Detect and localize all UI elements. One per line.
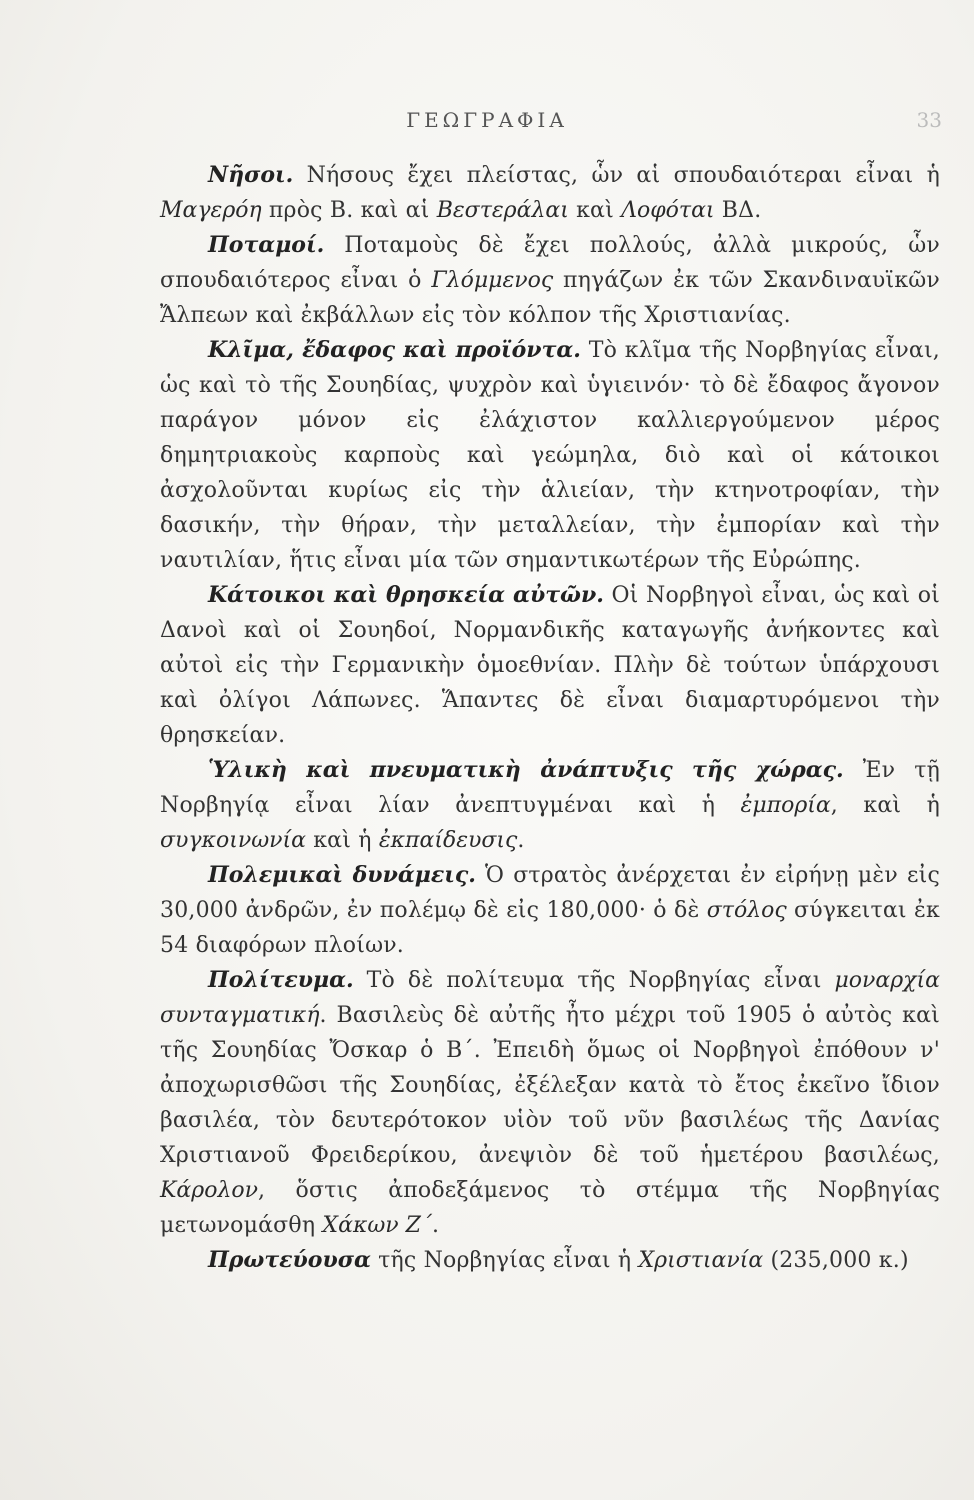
place-name: Χριστιανία	[638, 1248, 764, 1273]
paragraph-islands	[160, 158, 940, 228]
paragraph-text: πρὸς Β. καὶ αἱ	[261, 198, 437, 223]
paragraph-heading: Πολίτευμα.	[208, 967, 354, 993]
place-name: Λοφόται	[621, 198, 715, 223]
body-text	[160, 158, 940, 1278]
paragraph-text: , καὶ ἡ	[830, 793, 940, 818]
paragraph-text: Νήσους ἔχει πλείστας, ὧν αἱ σπουδαιότεραι εἶναι ἡ	[293, 163, 940, 188]
paragraph-military	[160, 858, 940, 963]
emphasis-term: μοναρχία συνταγματική	[160, 968, 940, 1028]
paragraph-text: , ὅστις ἀποδεξάμενος τὸ στέμμα τῆς Νορβηγίας μετωνομάσθη	[160, 1178, 940, 1238]
place-name: Βεστεράλαι	[436, 198, 569, 223]
paragraph-climate	[160, 333, 940, 578]
paragraph-text: Τὸ κλῖμα τῆς Νορβηγίας εἶναι, ὡς καὶ τὸ τῆς Σουηδίας, ψυχρὸν καὶ ὑγιεινόν· τὸ δὲ ἔδαφος ἄγονον παράγον μόνον εἰς ἐλάχιστον καλλιεργούμενον μέρος δημητριακοὺς καρποὺς καὶ γεώμηλα, διὸ καὶ οἱ κάτοικοι ἀσχολοῦνται κυρίως εἰς τὴν ἁλιείαν, τὴν κτηνοτροφίαν, τὴν δασικήν, τὴν θήραν, τὴν μεταλλείαν, τὴν ἐμπορίαν καὶ τὴν ναυτιλίαν, ἥτις εἶναι μία τῶν σημαντικωτέρων τῆς Εὐρώπης.	[160, 338, 940, 573]
paragraph-text: καὶ	[568, 198, 622, 223]
paragraph-heading: Κάτοικοι καὶ θρησκεία αὐτῶν.	[208, 582, 604, 608]
paragraph-text: ΒΔ.	[714, 198, 762, 223]
page-header	[0, 108, 974, 148]
paragraph-text: τῆς Νορβηγίας εἶναι ἡ	[370, 1248, 639, 1273]
emphasis-term: συγκοινωνία	[160, 828, 307, 853]
paragraph-heading: Πρωτεύουσα	[208, 1247, 371, 1273]
paragraph-text: . Βασιλεὺς δὲ αὐτῆς ἦτο μέχρι τοῦ 1905 ὁ αὐτὸς καὶ τῆς Σουηδίας Ὄσκαρ ὁ Β΄. Ἐπειδὴ ὅμως οἱ Νορβηγοὶ ἐπόθουν ν' ἀποχωρισθῶσι τῆς Σουηδίας, ἐξέλεξαν κατὰ τὸ ἔτος ἐκεῖνο ἴδιον βασιλέα, τὸν δευτερότοκον υἱὸν τοῦ νῦν βασιλέως τῆς Δανίας Χριστιανοῦ Φρειδερίκου, ἀνεψιὸν δὲ τοῦ ἡμετέρου βασιλέως,	[160, 1003, 940, 1168]
running-title: ΓΕΩΓΡΑΦΙΑ	[406, 108, 568, 132]
paragraph-heading: Κλῖμα, ἔδαφος καὶ προϊόντα.	[208, 337, 581, 363]
person-name: Κάρολον	[160, 1178, 259, 1203]
paragraph-heading: Νῆσοι.	[208, 162, 294, 188]
river-name: Γλόμμενος	[431, 268, 554, 293]
page-number: 33	[916, 108, 942, 132]
paragraph-capital	[160, 1243, 940, 1278]
paragraph-inhabitants	[160, 578, 940, 753]
person-name: Χάκων Ζ΄	[322, 1213, 432, 1238]
paragraph-text: καὶ ἡ	[306, 828, 379, 853]
paragraph-text: Ὁ στρατὸς ἀνέρχεται ἐν εἰρήνῃ μὲν εἰς 30,000 ἀνδρῶν, ἐν πολέμῳ δὲ εἰς 180,000· ὁ δὲ	[160, 863, 940, 923]
paragraph-text: (235,000 κ.)	[763, 1248, 909, 1273]
paragraph-rivers	[160, 228, 940, 333]
emphasis-term: στόλος	[706, 898, 787, 923]
paragraph-text: Οἱ Νορβηγοὶ εἶναι, ὡς καὶ οἱ Δανοὶ καὶ οἱ Σουηδοί, Νορμανδικῆς καταγωγῆς ἀνήκοντες καὶ αὐτοὶ εἰς τὴν Γερμανικὴν ὁμοεθνίαν. Πλὴν δὲ τούτων ὑπάρχουσι καὶ ὀλίγοι Λάπωνες. Ἅπαντες δὲ εἶναι διαμαρτυρόμενοι τὴν θρησκείαν.	[160, 583, 940, 748]
paragraph-text: πηγάζων ἐκ τῶν Σκανδιναυϊκῶν Ἄλπεων καὶ ἐκβάλλων εἰς τὸν κόλπον τῆς Χριστιανίας.	[160, 268, 940, 328]
paragraph-heading: Ποταμοί.	[208, 232, 325, 258]
place-name: Μαγερόη	[160, 198, 262, 223]
paragraph-development	[160, 753, 940, 858]
paragraph-text: Τὸ δὲ πολίτευμα τῆς Νορβηγίας εἶναι	[353, 968, 835, 993]
paragraph-text: Ἐν τῇ Νορβηγίᾳ εἶναι λίαν ἀνεπτυγμέναι καὶ ἡ	[160, 758, 940, 818]
paragraph-text: Ποταμοὺς δὲ ἔχει πολλούς, ἀλλὰ μικρούς, ὧν σπουδαιότερος εἶναι ὁ	[160, 233, 940, 293]
paragraph-text: .	[517, 828, 525, 853]
paragraph-heading: Πολεμικαὶ δυνάμεις.	[208, 862, 476, 888]
paragraph-text: .	[431, 1213, 440, 1238]
paragraph-text: σύγκειται ἐκ 54 διαφόρων πλοίων.	[160, 898, 940, 958]
paragraph-government	[160, 963, 940, 1243]
emphasis-term: ἐμπορία	[740, 793, 831, 818]
emphasis-term: ἐκπαίδευσις	[378, 828, 518, 853]
paragraph-heading: Ὑλικὴ καὶ πνευματικὴ ἀνάπτυξις τῆς χώρας.	[208, 757, 844, 783]
